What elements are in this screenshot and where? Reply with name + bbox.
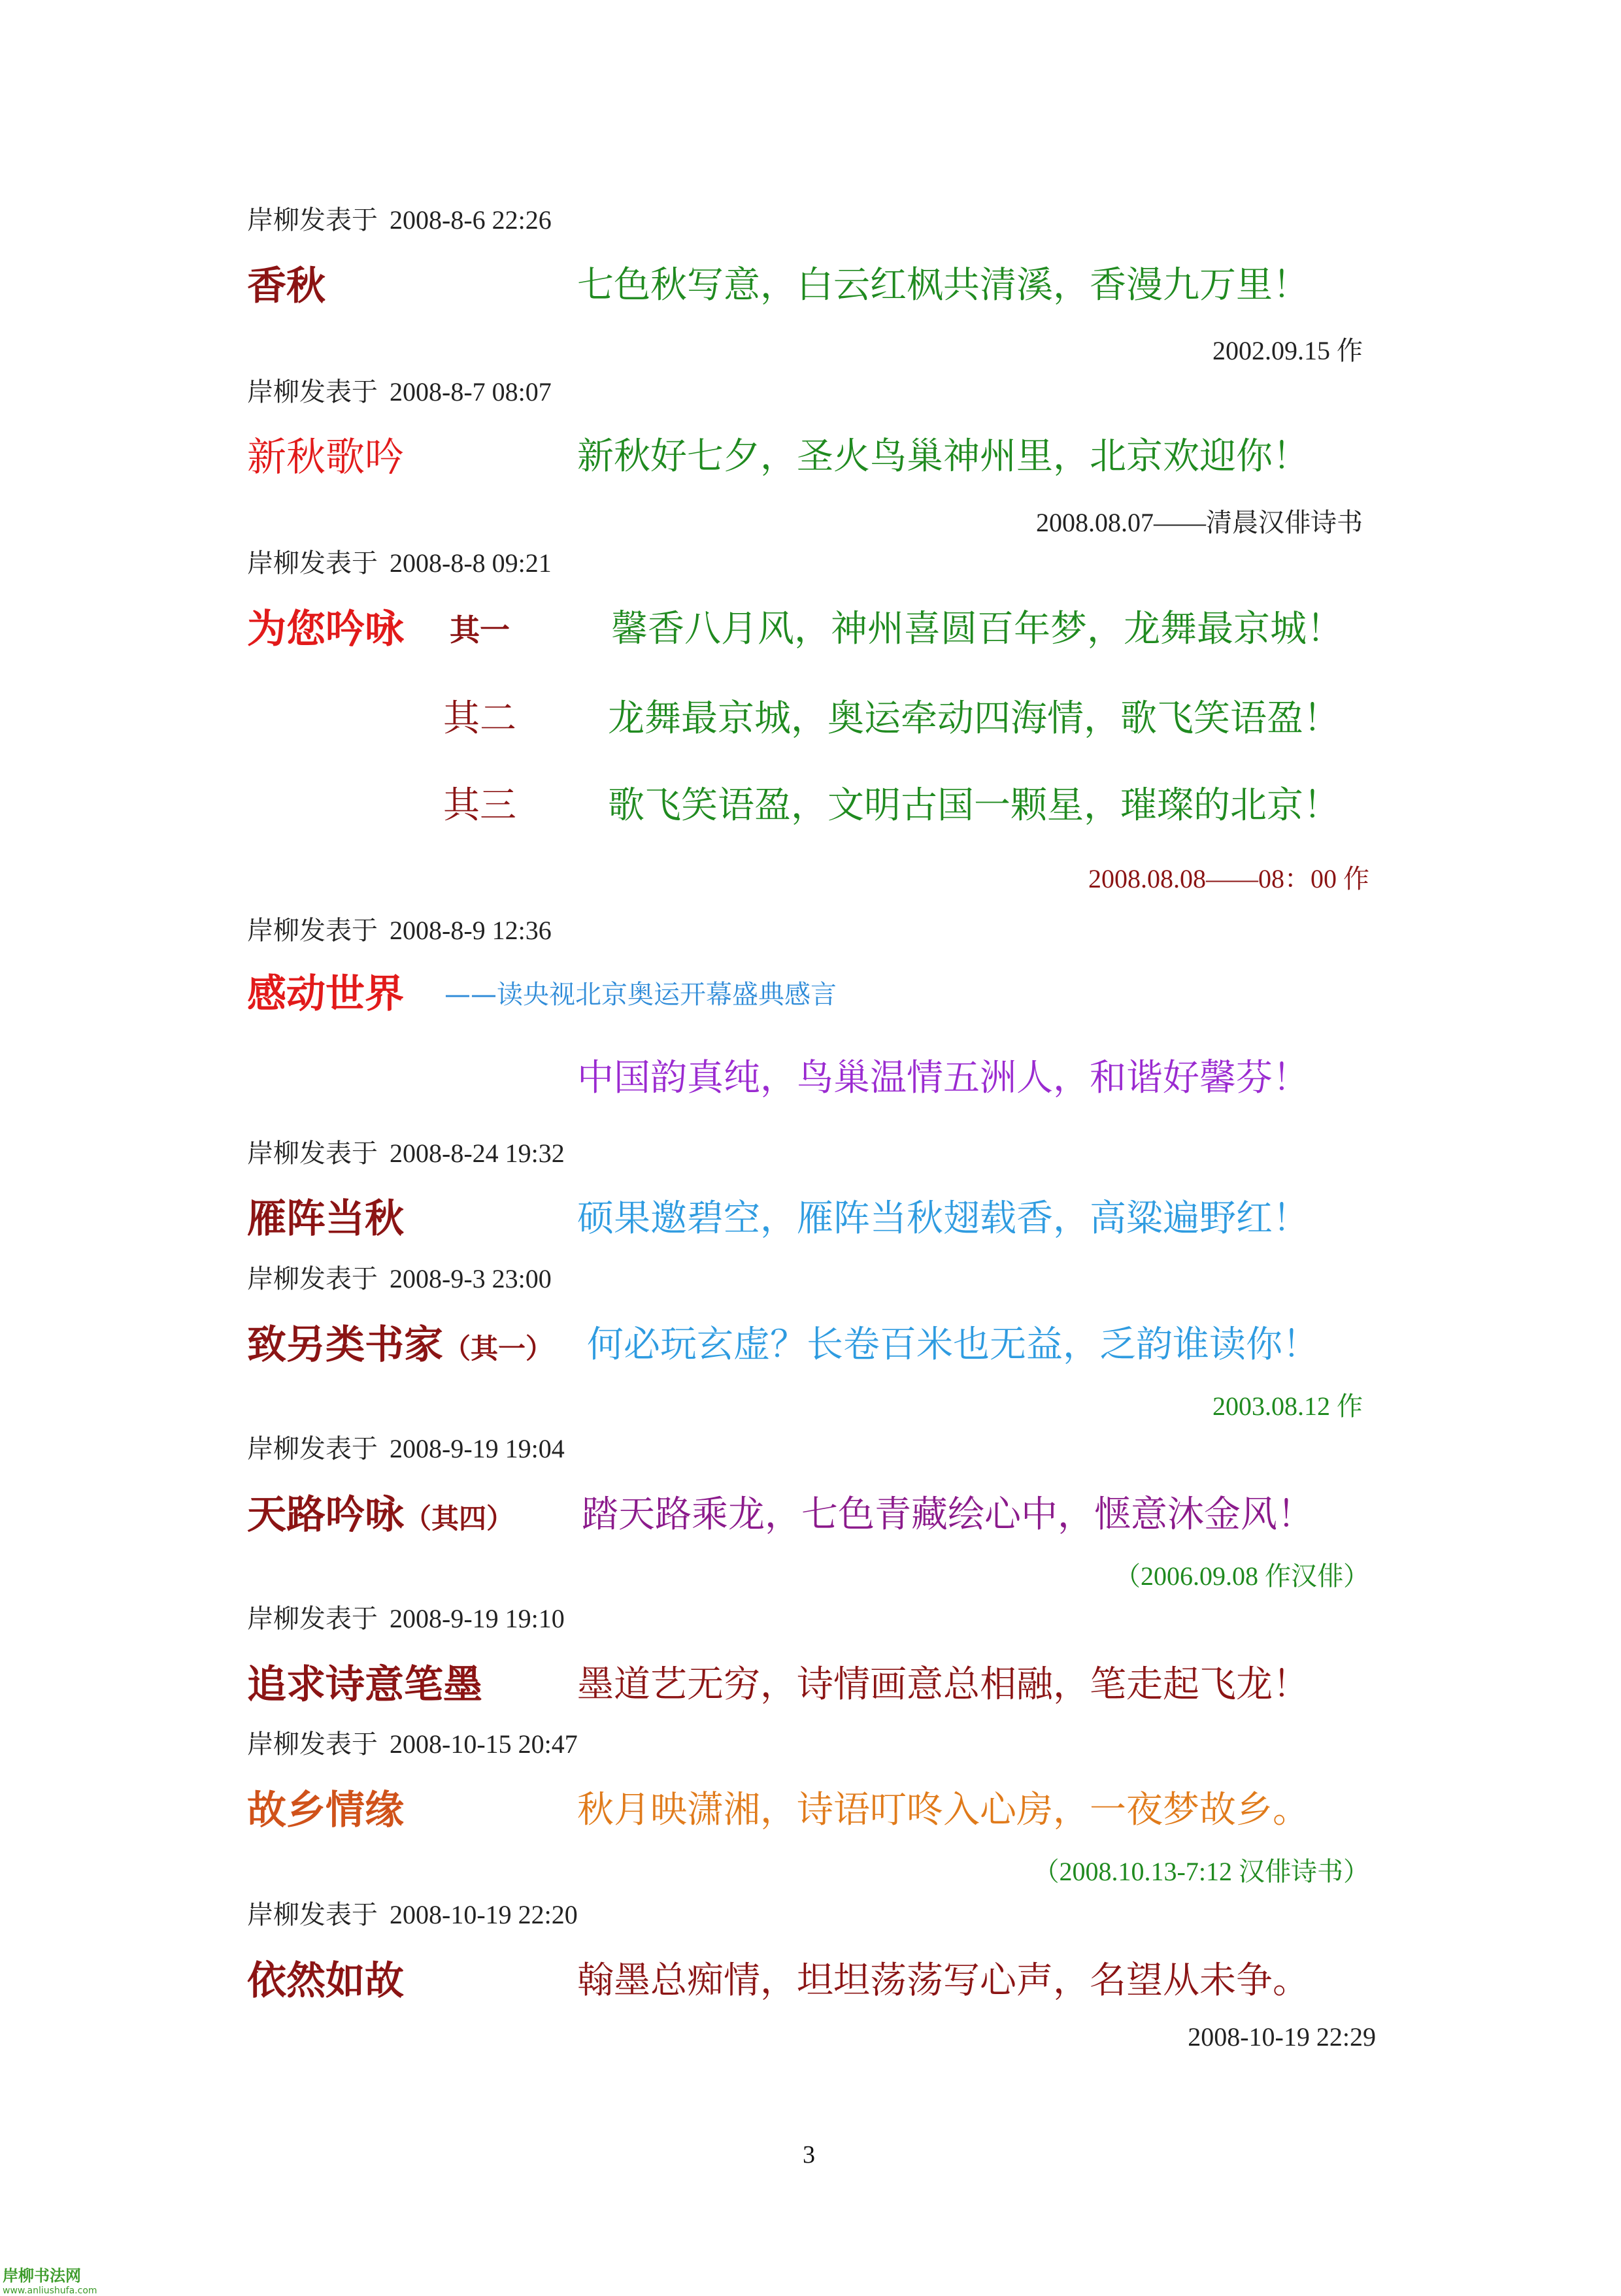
post-meta xyxy=(247,1598,565,1635)
poem-note: 2003.08.12 作 xyxy=(1212,1391,1363,1421)
poem-title xyxy=(247,1484,514,1540)
post-meta xyxy=(247,1723,578,1761)
poem-part-label: 其三 xyxy=(443,784,516,827)
meta-label: 岸柳发表于 xyxy=(247,548,378,578)
post-date: 2008-8-24 19:32 xyxy=(390,1139,565,1168)
poem-title: 为您吟咏 xyxy=(247,607,404,652)
poem-verse: 中国韵真纯，鸟巢温情五洲人，和谐好馨芬！ xyxy=(577,1057,1309,1099)
poem-title: 依然如故 xyxy=(247,1958,404,2004)
post-date: 2008-8-6 22:26 xyxy=(390,205,552,235)
poem-title-suffix: （其一） xyxy=(443,1333,554,1365)
post-meta xyxy=(247,1133,565,1170)
meta-label: 岸柳发表于 xyxy=(247,205,378,235)
post-date: 2008-9-19 19:04 xyxy=(390,1434,565,1463)
poem-verse: 歌飞笑语盈，文明古国一颗星，璀璨的北京！ xyxy=(608,784,1340,827)
meta-label: 岸柳发表于 xyxy=(247,1900,378,1930)
post-date: 2008-9-19 19:10 xyxy=(390,1604,565,1633)
poem-verse: 龙舞最京城，奥运牵动四海情，歌飞笑语盈！ xyxy=(608,697,1340,740)
poem-title-text: 致另类书家 xyxy=(247,1322,443,1368)
poem-title: 新秋歌吟 xyxy=(247,435,404,480)
poem-verse: 秋月映潇湘，诗语叮咚入心房，一夜梦故乡。 xyxy=(577,1789,1309,1831)
poem-note: （2008.10.13-7:12 汉俳诗书） xyxy=(1033,1857,1369,1886)
post-meta xyxy=(247,199,552,237)
post-meta xyxy=(247,1258,552,1295)
poem-verse: 七色秋写意，白云红枫共清溪，香漫九万里！ xyxy=(577,264,1309,307)
poem-verse: 墨道艺无穷，诗情画意总相融，笔走起飞龙！ xyxy=(577,1663,1309,1706)
poem-title: 香秋 xyxy=(247,263,326,309)
poem-note: 2002.09.15 作 xyxy=(1212,336,1363,365)
poem-verse: 何必玩玄虚？长卷百米也无益，乏韵谁读你！ xyxy=(587,1323,1319,1366)
poem-note: 2008.08.07——清晨汉俳诗书 xyxy=(1036,508,1363,537)
post-meta xyxy=(247,910,552,947)
post-date: 2008-10-19 22:20 xyxy=(390,1900,578,1929)
poem-verse: 踏天路乘龙，七色青藏绘心中，惬意沐金风！ xyxy=(582,1493,1314,1536)
meta-label: 岸柳发表于 xyxy=(247,1264,378,1294)
post-meta xyxy=(247,1894,578,1931)
post-date: 2008-8-8 09:21 xyxy=(390,548,552,578)
meta-label: 岸柳发表于 xyxy=(247,1434,378,1464)
poem-note: 2008.08.08——08：00 作 xyxy=(1088,864,1369,893)
poem-title: 感动世界 xyxy=(247,971,404,1017)
footer-logo-url: www.anliushufa.com xyxy=(3,2286,97,2296)
meta-label: 岸柳发表于 xyxy=(247,1139,378,1169)
poem-title: 故乡情缘 xyxy=(247,1788,404,1833)
post-meta xyxy=(247,1428,565,1465)
post-date: 2008-8-9 12:36 xyxy=(390,916,552,945)
poem-title: 追求诗意笔墨 xyxy=(247,1662,482,1708)
meta-label: 岸柳发表于 xyxy=(247,1604,378,1634)
post-date: 2008-9-3 23:00 xyxy=(390,1264,552,1293)
poem-verse: 馨香八月风，神州喜圆百年梦，龙舞最京城！ xyxy=(611,608,1343,650)
post-meta xyxy=(247,371,552,408)
poem-title-suffix: （其四） xyxy=(404,1503,514,1535)
post-date: 2008-10-15 20:47 xyxy=(390,1729,578,1759)
poem-title: 雁阵当秋 xyxy=(247,1196,404,1242)
poem-title-text: 天路吟咏 xyxy=(247,1492,404,1538)
page-number: 3 xyxy=(803,2141,815,2169)
meta-label: 岸柳发表于 xyxy=(247,1729,378,1759)
poem-part-label: 其二 xyxy=(443,697,516,740)
post-date: 2008-8-7 08:07 xyxy=(390,377,552,407)
poem-note: （2006.09.08 作汉俳） xyxy=(1114,1561,1369,1591)
poem-subtitle: ——读央视北京奥运开幕盛典感言 xyxy=(444,980,837,1010)
poem-verse: 硕果邀碧空，雁阵当秋翅载香，高粱遍野红！ xyxy=(577,1197,1309,1240)
footer-logo xyxy=(3,2263,97,2296)
post-meta xyxy=(247,542,552,580)
poem-title xyxy=(247,1314,553,1370)
poem-verse: 翰墨总痴情，坦坦荡荡写心声，名望从未争。 xyxy=(577,1959,1309,2002)
poem-part-label: 其一 xyxy=(450,612,510,648)
meta-label: 岸柳发表于 xyxy=(247,916,378,946)
meta-label: 岸柳发表于 xyxy=(247,377,378,407)
poem-note: 2008-10-19 22:29 xyxy=(1188,2022,1376,2052)
footer-logo-name: 岸柳书法网 xyxy=(3,2267,81,2285)
poem-verse: 新秋好七夕，圣火鸟巢神州里，北京欢迎你！ xyxy=(577,435,1309,478)
